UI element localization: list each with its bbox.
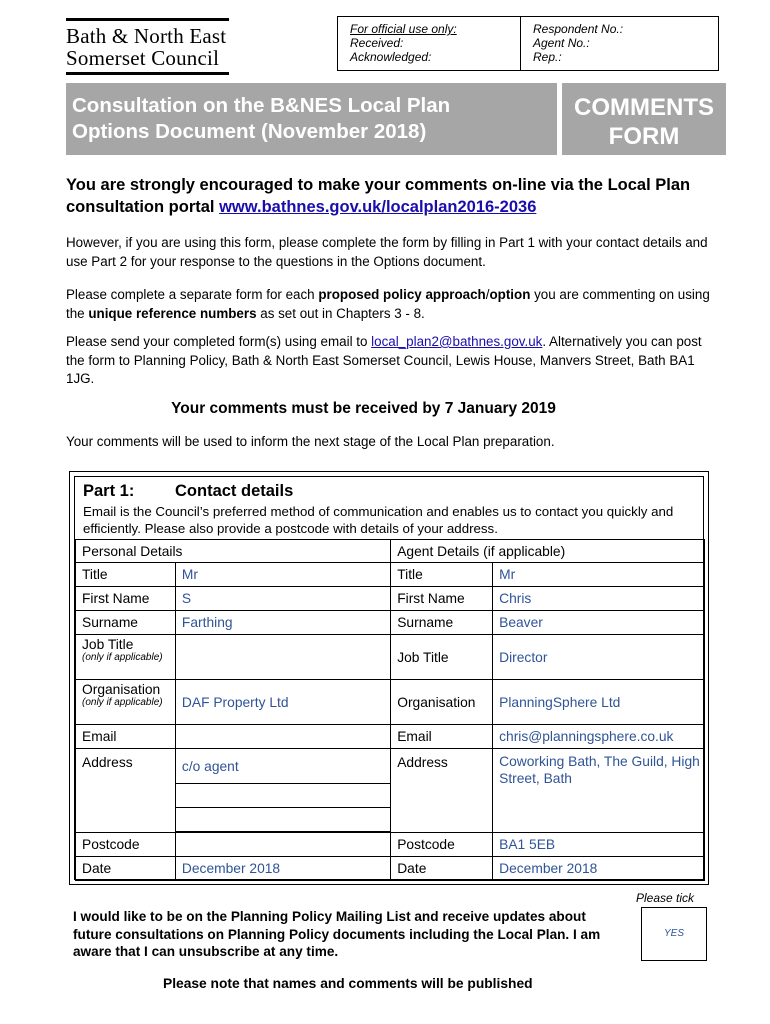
agent-organisation-label: Organisation [391,680,493,725]
job-title-only-if: (only if applicable) [82,652,163,663]
official-use-box [337,16,719,71]
agent-title-field[interactable]: Mr [493,563,705,587]
email-label: Email [76,725,176,749]
first-name-label: First Name [76,587,176,611]
separate-form-instructions [66,286,716,323]
tickbox-value: YES [663,928,684,939]
part1-contact-details [69,471,709,885]
purpose-note: Your comments will be used to inform the next stage of the Local Plan preparation. [66,434,555,449]
logo-bottom-rule [66,72,229,75]
agent-date-field[interactable]: December 2018 [493,857,705,881]
para2-text-g: as set out in Chapters 3 - 8. [256,305,425,321]
online-encouragement-text: You are strongly encouraged to make your comments on-line via the Local Plan consultation portal [66,176,691,216]
email-link[interactable]: local_plan2@bathnes.gov.uk [371,334,543,349]
table-row [76,587,705,611]
table-header-row [76,540,705,563]
personal-address-line-2[interactable] [175,784,390,808]
personal-job-title-field[interactable] [175,635,390,680]
agent-job-title-field[interactable]: Director [493,635,705,680]
official-use-right [521,17,718,70]
table-row [76,611,705,635]
part1-description: Email is the Council’s preferred method of communication and enables us to contact you quickly and efficiently. Please also provide a postcode with details of your address. [83,504,674,536]
official-use-heading: For official use only: [350,22,457,36]
contact-details-table [75,539,705,881]
agent-details-header: Agent Details (if applicable) [391,540,705,563]
consultation-title-line-1: Consultation on the B&NES Local Plan [72,94,451,117]
title-label: Title [76,563,176,587]
mailing-list-tickbox[interactable] [641,907,707,961]
para3-text-b: . Alternatively you can post the form to Planning Policy, Bath & North East Somerset Council, Lewis House, Manvers Street, Bath BA1 1JG. [66,334,702,386]
personal-address-line-1[interactable]: c/o agent [175,749,390,784]
agent-no-label: Agent No.: [533,36,590,50]
agent-first-name-field[interactable]: Chris [493,587,705,611]
personal-details-header: Personal Details [76,540,391,563]
consultation-title [72,93,450,145]
personal-title-field[interactable]: Mr [175,563,390,587]
table-row [76,749,705,784]
agent-surname-field[interactable]: Beaver [493,611,705,635]
submission-instructions [66,333,716,389]
para2-bold-policy: proposed policy approach [318,287,486,302]
agent-postcode-label: Postcode [391,833,493,857]
table-row [76,563,705,587]
para2-text-e: you are commenting on using the [66,287,710,321]
comments-form-line-1: COMMENTS [574,94,714,121]
organisation-label: Organisation [82,682,161,697]
table-row [76,833,705,857]
agent-surname-label: Surname [391,611,493,635]
online-encouragement [66,174,706,218]
job-title-label-cell [76,635,176,680]
acknowledged-label: Acknowledged: [350,50,432,64]
table-row [76,857,705,881]
portal-link[interactable]: www.bathnes.gov.uk/localplan2016-2036 [219,198,537,216]
para2-slash: / [485,287,490,302]
publication-notice: Please note that names and comments will be published [163,976,533,991]
part1-inner-frame [74,476,704,880]
agent-first-name-label: First Name [391,587,493,611]
personal-date-field[interactable]: December 2018 [175,857,390,881]
agent-organisation-field[interactable]: PlanningSphere Ltd [493,680,705,725]
table-row [76,635,705,680]
received-label: Received: [350,36,404,50]
para3-text-a: Please send your completed form(s) using email to [66,334,372,349]
part1-title: Contact details [175,482,294,500]
agent-email-field[interactable]: chris@planningsphere.co.uk [493,725,705,749]
deadline-notice: Your comments must be received by 7 January 2019 [171,400,556,417]
mailing-list-statement: I would like to be on the Planning Policy Mailing List and receive updates about future consultations on Planning Policy documents including the Local Plan. I am aware that I can unsubscribe at any time. [73,909,601,959]
agent-title-label: Title [391,563,493,587]
respondent-no-label: Respondent No.: [533,22,624,36]
consultation-title-banner [66,83,557,155]
personal-organisation-field[interactable]: DAF Property Ltd [175,680,390,725]
paper-form-instructions: However, if you are using this form, please complete the form by filling in Part 1 with your contact details and use Part 2 for your response to the questions in the Options document. [66,235,708,269]
personal-first-name-field[interactable]: S [175,587,390,611]
personal-postcode-field[interactable] [175,833,390,857]
comments-form-title [562,93,726,151]
agent-address-label: Address [391,749,493,833]
date-label: Date [76,857,176,881]
personal-email-field[interactable] [175,725,390,749]
personal-surname-field[interactable]: Farthing [175,611,390,635]
table-row [76,725,705,749]
job-title-label: Job Title [82,637,134,652]
rep-label: Rep.: [533,50,562,64]
council-logo [66,18,236,75]
para2-bold-refs: unique reference numbers [88,305,257,321]
agent-postcode-field[interactable]: BA1 5EB [493,833,705,857]
part1-label: Part 1: [83,482,135,500]
address-label: Address [76,749,176,832]
part1-heading [83,482,293,501]
please-tick-label: Please tick [636,891,695,905]
para2-bold-option: option [489,287,531,302]
agent-email-label: Email [391,725,493,749]
surname-label: Surname [76,611,176,635]
agent-job-title-label: Job Title [391,635,493,680]
comments-form-line-2: FORM [608,123,680,150]
consultation-title-line-2: Options Document (November 2018) [72,120,427,143]
official-use-left [338,17,521,70]
table-row [76,680,705,725]
para2-text-a: Please complete a separate form for each [66,287,319,302]
logo-top-rule [66,18,229,21]
organisation-label-cell [76,680,176,725]
logo-line-2: Somerset Council [66,46,220,70]
organisation-only-if: (only if applicable) [82,697,163,708]
agent-address-field[interactable]: Coworking Bath, The Guild, High Street, Bath [493,749,705,833]
personal-address-line-3[interactable] [175,808,390,832]
agent-date-label: Date [391,857,493,881]
comments-form-banner [562,83,726,155]
logo-line-1: Bath & North East [66,24,227,48]
postcode-label: Postcode [76,833,176,857]
